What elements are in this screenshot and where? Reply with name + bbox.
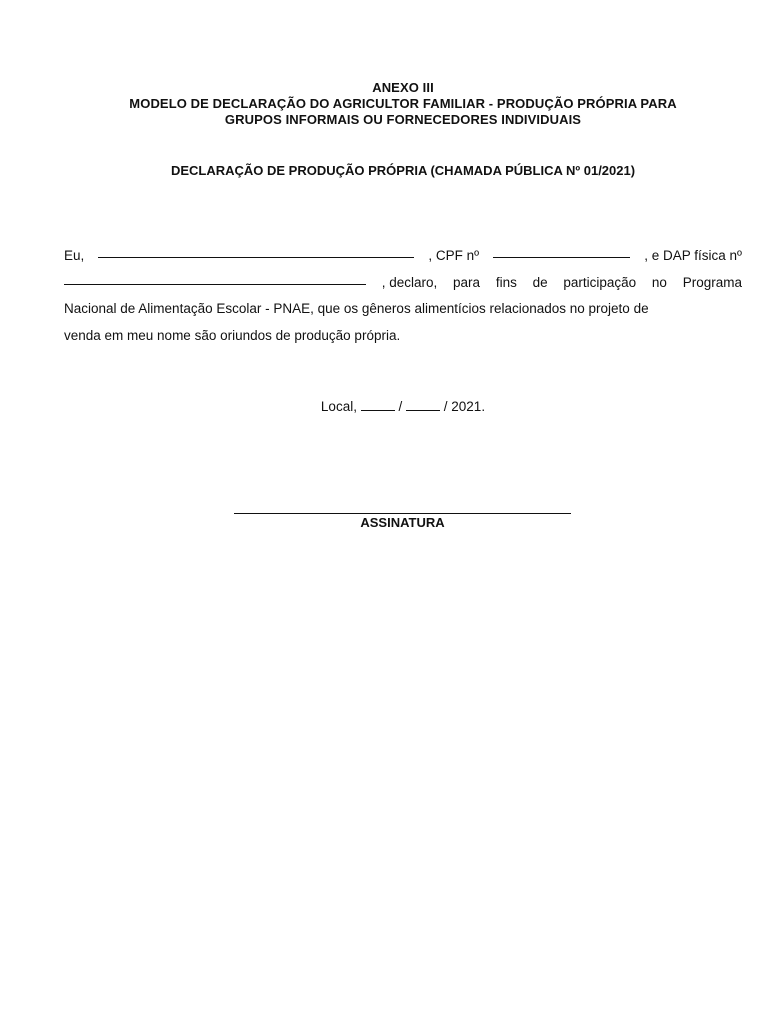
cpf-blank: [493, 243, 630, 258]
local-label: Local,: [320, 399, 357, 414]
eu-label: Eu,: [64, 248, 85, 263]
declaro-word-2: para: [453, 274, 481, 290]
dap-blank: [64, 270, 366, 285]
model-title-line-1: MODELO DE DECLARAÇÃO DO AGRICULTOR FAMILIAR - PRODUÇÃO PRÓPRIA PARA: [129, 96, 677, 111]
day-blank: [361, 396, 395, 411]
month-blank: [406, 396, 440, 411]
date-separator-1: /: [398, 399, 403, 414]
dap-label: , e DAP física nº: [644, 248, 742, 263]
model-title-line-2: GRUPOS INFORMAIS OU FORNECEDORES INDIVIDUAIS: [224, 112, 582, 127]
body-line-4: venda em meu nome são oriundos de produção própria.: [64, 327, 401, 343]
body-line-3: Nacional de Alimentação Escolar - PNAE, que os gêneros alimentícios relacionados no projeto de: [64, 301, 649, 316]
declaration-body: [64, 243, 742, 349]
signature-line: [234, 513, 571, 514]
cpf-label: , CPF nº: [428, 248, 480, 263]
declaro-word-3: fins: [495, 274, 517, 290]
date-line: [0, 396, 770, 417]
declaro-word-6: no: [651, 274, 667, 290]
declaro-word-1: , declaro,: [381, 274, 438, 290]
annex-title: ANEXO III: [372, 80, 434, 95]
year-label: / 2021.: [443, 399, 486, 414]
body-line-1: [64, 243, 742, 270]
name-blank: [98, 243, 414, 258]
signature-label: ASSINATURA: [360, 515, 445, 530]
document-header: [40, 80, 766, 128]
declaration-title: DECLARAÇÃO DE PRODUÇÃO PRÓPRIA (CHAMADA PÚBLICA Nº 01/2021): [170, 163, 636, 178]
body-line-2: [64, 270, 742, 297]
declaro-word-5: participação: [563, 274, 637, 290]
declaro-word-7: Programa: [682, 274, 742, 290]
declaro-word-4: de: [532, 274, 548, 290]
